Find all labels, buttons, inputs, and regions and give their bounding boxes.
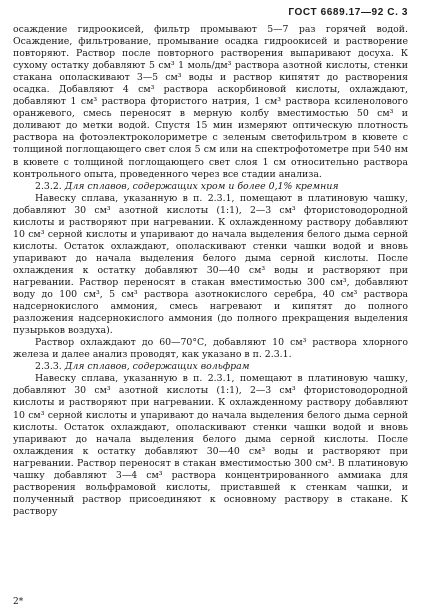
paragraph-continuation: осаждение гидроокисей, фильтр промывают 5—7 раз горячей водой. Осаждение, фильтрование, промывание осадка гидроокисей и растворение повторяют. Раствор после повторного растворения выпаривают досуха. К сухому остатку добавляют 5 см³ 1 моль/дм³ раствора азотной кислоты, стенки стакана ополаскивают 3—5 см³ воды и раствор кипятят до растворения осадка. Добавляют 4 см³ раствора аскорбиновой кислоты, охлаждают, добавляют 1 см³ раствора фтористого натрия, 1 см³ раствора ксиленолового оранжевого, смесь переносят в мерную колбу вместимостью 50 см³ и доливают до метки водой. Спустя 15 мин измеряют оптическую плотность раствора на фотоэлектроколориметре с зеленым светофильтром в кювете с толщиной поглощающего свет слоя 5 см или на спектрофотометре при 540 нм в кювете с толщиной поглощающего свет слоя 1 см относительно раствора контрольного опыта, проведенного через все стадии анализа. (13, 24, 408, 180)
page-footer-mark: 2* (13, 597, 24, 607)
section-title: Для сплавов, содержащих вольфрам (64, 361, 250, 373)
document-body (13, 24, 408, 518)
section-number: 2.3.2. (35, 180, 62, 192)
paragraph: Навеску сплава, указанную в п. 2.3.1, помещают в платиновую чашку, добавляют 30 см³ азотной кислоты (1:1), 2—3 см³ фтористоводородной кислоты и растворяют при нагревании. К охлажденному раствору добавляют 10 см³ серной кислоты и упаривают до начала выделения белого дыма серной кислоты. Остаток охлаждают, ополаскивают стенки чашки водой и вновь упаривают до начала выделения белого дыма серной кислоты. После охлаждения к остатку добавляют 30—40 см³ воды и растворяют при нагревании. Раствор переносят в стакан вместимостью 300 см³, добавляют воду до 100 см³, 5 см³ раствора азотнокислого серебра, 40 см³ раствора надсернокислого аммония, смесь нагревают и кипятят до полного разложения надсернокислого аммония (до полного прекращения выделения пузырьков воздуха). (13, 192, 408, 337)
section-heading-2-3-2 (13, 181, 408, 193)
section-heading-2-3-3 (13, 361, 408, 373)
page-header: ГОСТ 6689.17—92 С. 3 (288, 7, 408, 18)
paragraph: Навеску сплава, указанную в п. 2.3.1, помещают в платиновую чашку, добавляют 30 см³ азотной кислоты (1:1), 2—3 см³ фтористоводородной кислоты и растворяют при нагревании. К охлажденному раствору добавляют 10 см³ серной кислоты и упаривают до начала выделения белого дыма серной кислоты. Остаток охлаждают, ополаскивают стенки чашки водой и вновь упаривают до начала выделения белого дыма серной кислоты. После охлаждения к остатку добавляют 30—40 см³ воды и растворяют при нагревании. Раствор переносят в стакан вместимостью 300 см³. В платиновую чашку добавляют 3—4 см³ раствора концентрированного аммиака для растворения вольфрамовой кислоты, приставшей к стенкам чашки, и полученный раствор присоединяют к основному раствору в стакане. К раствору (13, 373, 408, 517)
section-title: Для сплавов, содержащих хром и более 0,1% кремния (64, 180, 339, 192)
paragraph: Раствор охлаждают до 60—70°С, добавляют 10 см³ раствора хлорного железа и далее анализ проводят, как указано в п. 2.3.1. (13, 337, 408, 361)
section-number: 2.3.3. (35, 361, 62, 373)
